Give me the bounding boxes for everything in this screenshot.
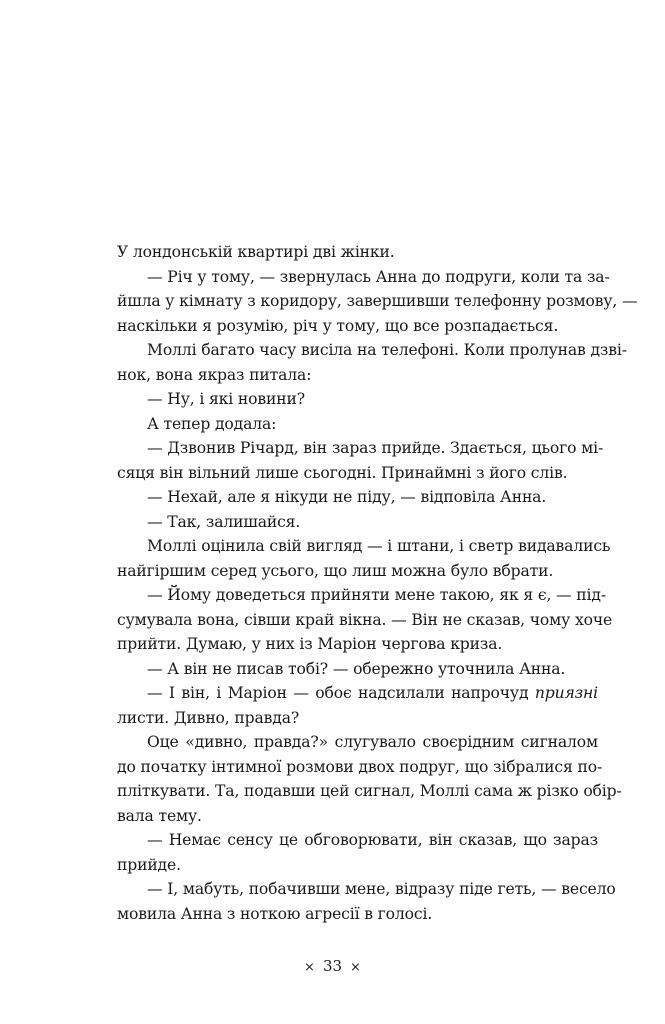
text-line-content: — Нехай, але я нікуди не піду, — відповіла Анна. — [147, 488, 547, 506]
text-line — [117, 461, 598, 486]
text-line-content: — А він не писав тобі? — обережно уточнила Анна. — [147, 659, 566, 678]
text-line-content: наскільки я розумію, річ у тому, що все розпадається. — [117, 316, 559, 335]
text-line — [117, 583, 606, 608]
text-line-content: пліткувати. Та, подавши цей сигнал, Моллі сама ж різко обір- — [117, 782, 622, 800]
text-line — [117, 779, 622, 804]
text-line-content: Моллі оцінила свій вигляд — і штани, і светр видавались — [147, 537, 611, 555]
text-line — [117, 828, 598, 853]
text-line — [117, 902, 598, 927]
text-line — [117, 534, 611, 559]
text-line — [117, 853, 598, 878]
text-line — [117, 632, 598, 657]
text-line-content: — Дзвонив Річард, він зараз прийде. Здається, цього мі- — [147, 439, 604, 457]
text-line-content: нок, вона якраз питала: — [117, 365, 312, 384]
text-line-content: прийде. — [117, 855, 181, 874]
text-line — [117, 265, 610, 290]
text-line-content: — Ну, і які новини? — [147, 390, 305, 408]
text-line-content: прийти. Думаю, у них із Маріон чергова криза. — [117, 635, 503, 653]
text-line-content: йшла у кімнату з коридору, завершивши телефонну розмову, — — [117, 292, 638, 310]
text-line — [117, 657, 598, 682]
text-line-content: — Так, залишайся. — [147, 512, 301, 531]
text-line-content: — Йому доведеться прийняти мене такою, як я є, — під- — [147, 586, 606, 604]
text-line-content: Оце «дивно, правда?» слугувало своєрідним сигналом — [147, 733, 598, 751]
text-line — [117, 730, 598, 755]
text-line-content: сумувала вона, сівши край вікна. — Він не сказав, чому хоче — [117, 610, 613, 629]
page-folio — [0, 954, 665, 980]
text-line-content: — І, мабуть, побачивши мене, відразу піде геть, — весело — [147, 880, 616, 898]
text-line-content: У лондонській квартирі дві жінки. — [117, 243, 395, 261]
text-line-content: найгіршим серед усього, що лиш можна було вбрати. — [117, 561, 554, 580]
text-line — [117, 314, 598, 339]
page-number: 33 — [322, 957, 343, 975]
text-line — [117, 338, 627, 363]
body-text — [117, 240, 638, 926]
text-line — [117, 289, 638, 314]
text-line-content: мовила Анна з ноткою агресії в голосі. — [117, 904, 433, 923]
text-line-content: вала тему. — [117, 806, 202, 825]
text-line — [117, 436, 604, 461]
text-line — [117, 608, 613, 633]
text-line-content: — Немає сенсу це обговорювати, він сказав, що зараз — [147, 831, 598, 849]
text-line-content: — Річ у тому, — звернулась Анна до подруги, коли та за- — [147, 267, 610, 286]
text-line — [117, 387, 598, 412]
folio-mark-right: × — [350, 960, 361, 975]
text-line — [117, 681, 598, 706]
folio-mark-left: × — [304, 960, 315, 975]
italic-emphasis: приязні — [534, 684, 598, 702]
text-line — [117, 240, 598, 265]
text-line — [117, 510, 598, 535]
text-line-content: Моллі багато часу висіла на телефоні. Коли пролунав дзві- — [147, 341, 627, 359]
text-line — [117, 706, 598, 731]
text-line — [117, 412, 598, 437]
text-line-content: — І він, і Маріон — обоє надсилали напрочуд — [147, 684, 529, 702]
text-line-content: сяця він вільний лише сьогодні. Принаймні з його слів. — [117, 463, 568, 482]
text-line-content: А тепер додала: — [147, 414, 277, 433]
text-line-content: листи. Дивно, правда? — [117, 708, 300, 727]
text-line — [117, 804, 598, 829]
text-line — [117, 877, 616, 902]
text-line — [117, 363, 598, 388]
text-line — [117, 485, 598, 510]
text-line-content: до початку інтимної розмови двох подруг, що зібралися по- — [117, 757, 603, 776]
text-line — [117, 559, 598, 584]
text-line — [117, 755, 603, 780]
